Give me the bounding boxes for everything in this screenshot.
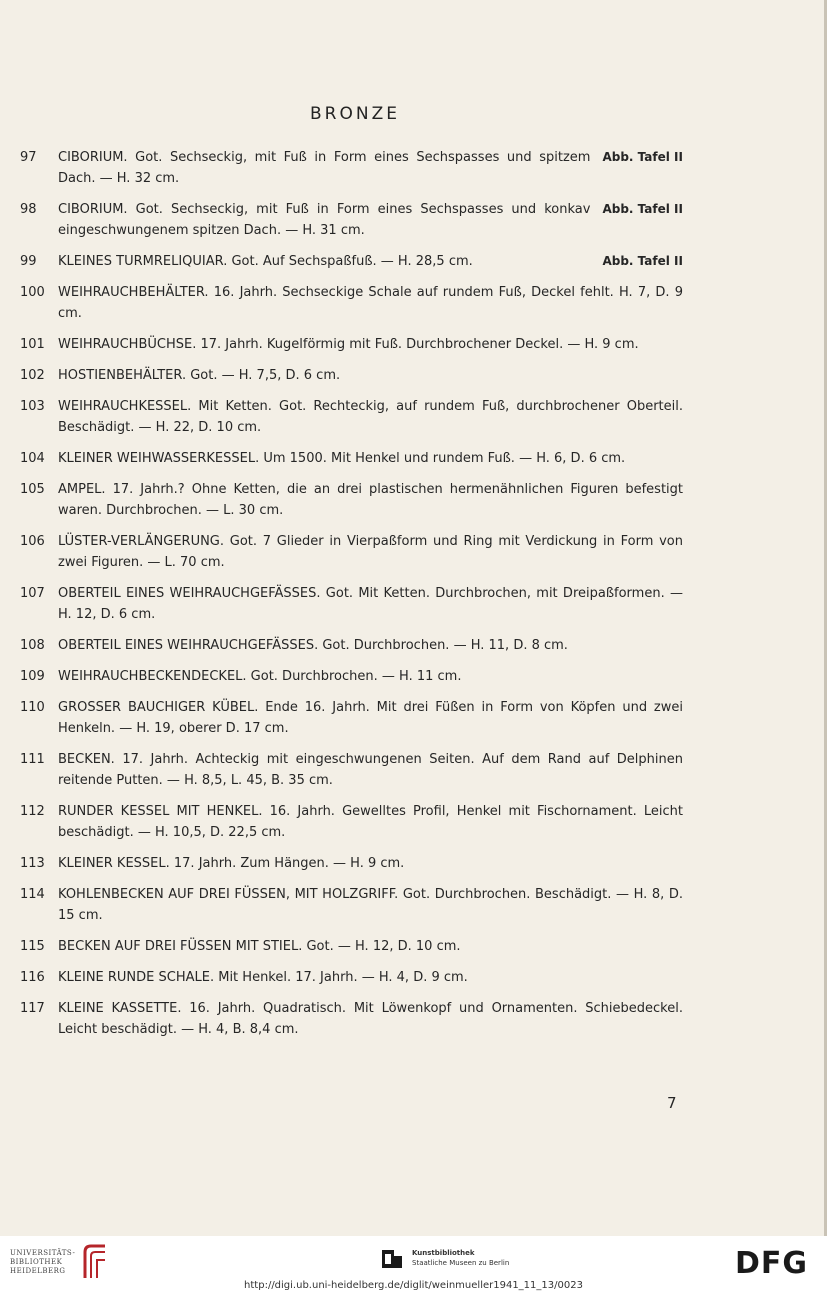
catalogue-entry (20, 448, 683, 469)
catalogue-entry (20, 251, 683, 272)
section-heading: BRONZE (310, 104, 400, 124)
entry-text: GROSSER BAUCHIGER KÜBEL. Ende 16. Jahrh. Mit drei Füßen in Form von Köpfen und zwei Henkeln. — H. 19, oberer D. 17 cm. (58, 700, 683, 736)
entry-number: 117 (20, 1001, 45, 1016)
entry-number: 115 (20, 939, 45, 954)
plate-reference: Abb. Tafel II (602, 254, 683, 268)
catalogue-entry (20, 853, 683, 874)
catalogue-entry (20, 998, 683, 1040)
source-url[interactable]: http://digi.ub.uni-heidelberg.de/diglit/weinmueller1941_11_13/0023 (244, 1280, 583, 1291)
entry-text: WEIHRAUCHKESSEL. Mit Ketten. Got. Rechteckig, auf rundem Fuß, durchbrochener Oberteil. Beschädigt. — H. 22, D. 10 cm. (58, 399, 683, 435)
kunstbibliothek-icon (380, 1246, 404, 1270)
entry-text: KLEINER WEIHWASSERKESSEL. Um 1500. Mit Henkel und rundem Fuß. — H. 6, D. 6 cm. (58, 451, 626, 466)
entry-text-wrap (58, 147, 683, 189)
ub-line: BIBLIOTHEK (10, 1257, 63, 1266)
entry-text: WEIHRAUCHBEHÄLTER. 16. Jahrh. Sechseckige Schale auf rundem Fuß, Deckel fehlt. H. 7, D. 9 cm. (58, 285, 683, 321)
entry-number: 105 (20, 482, 45, 497)
entry-text: KLEINE KASSETTE. 16. Jahrh. Quadratisch. Mit Löwenkopf und Ornamenten. Schiebedeckel. Leicht beschädigt. — H. 4, B. 8,4 cm. (58, 1001, 683, 1037)
catalogue-entry (20, 635, 683, 656)
entry-text: CIBORIUM. Got. Sechseckig, mit Fuß in Form eines Sechspasses und spitzem Dach. — H. 32 cm. (58, 150, 591, 186)
entry-number: 110 (20, 700, 45, 715)
entry-text: WEIHRAUCHBECKENDECKEL. Got. Durchbrochen. — H. 11 cm. (58, 669, 462, 684)
entry-number: 104 (20, 451, 45, 466)
catalogue-entry (20, 365, 683, 386)
catalogue-entry (20, 884, 683, 926)
catalogue-entry (20, 749, 683, 791)
entry-number: 116 (20, 970, 45, 985)
kunstbibliothek-logo[interactable] (380, 1246, 509, 1270)
entry-text: HOSTIENBEHÄLTER. Got. — H. 7,5, D. 6 cm. (58, 368, 341, 383)
entry-text: KOHLENBECKEN AUF DREI FÜSSEN, MIT HOLZGRIFF. Got. Durchbrochen. Beschädigt. — H. 8, D. 15 cm. (58, 887, 683, 923)
catalogue-entry (20, 282, 683, 324)
entry-number: 103 (20, 399, 45, 414)
catalogue-entry (20, 697, 683, 739)
catalogue-entry (20, 199, 683, 241)
ub-line: UNIVERSITÄTS- (10, 1248, 76, 1257)
entry-number: 114 (20, 887, 45, 902)
catalogue-entry (20, 479, 683, 521)
entry-text: LÜSTER-VERLÄNGERUNG. Got. 7 Glieder in Vierpaßform und Ring mit Verdickung in Form von zwei Figuren. — L. 70 cm. (58, 534, 683, 570)
entry-text: WEIHRAUCHBÜCHSE. 17. Jahrh. Kugelförmig mit Fuß. Durchbrochener Deckel. — H. 9 cm. (58, 337, 639, 352)
entry-number: 97 (20, 150, 37, 165)
entry-number: 108 (20, 638, 45, 653)
ub-line: HEIDELBERG (10, 1266, 66, 1275)
page-number: 7 (667, 1094, 677, 1112)
catalogue-entry (20, 334, 683, 355)
entry-number: 113 (20, 856, 45, 871)
catalogue-entry (20, 396, 683, 438)
entry-text: BECKEN. 17. Jahrh. Achteckig mit eingeschwungenen Seiten. Auf dem Rand auf Delphinen reitende Putten. — H. 8,5, L. 45, B. 35 cm. (58, 752, 683, 788)
entry-text: AMPEL. 17. Jahrh.? Ohne Ketten, die an drei plastischen hermenähnlichen Figuren befestigt waren. Durchbrochen. — L. 30 cm. (58, 482, 683, 518)
entry-text: KLEINE RUNDE SCHALE. Mit Henkel. 17. Jahrh. — H. 4, D. 9 cm. (58, 970, 468, 985)
entry-text: OBERTEIL EINES WEIHRAUCHGEFÄSSES. Got. Mit Ketten. Durchbrochen, mit Dreipaßformen. — H. 12, D. 6 cm. (58, 586, 683, 622)
kb-title: Kunstbibliothek (412, 1249, 475, 1257)
entry-number: 107 (20, 586, 45, 601)
ub-emblem-icon (81, 1244, 109, 1280)
entry-number: 106 (20, 534, 45, 549)
plate-reference: Abb. Tafel II (602, 202, 683, 216)
entry-text: KLEINES TURMRELIQUIAR. Got. Auf Sechspaßfuß. — H. 28,5 cm. (58, 254, 473, 269)
entry-text-wrap (58, 251, 683, 272)
kunstbibliothek-text (412, 1248, 509, 1268)
entry-number: 109 (20, 669, 45, 684)
entry-number: 100 (20, 285, 45, 300)
ub-logo-text (10, 1249, 75, 1276)
entry-text: KLEINER KESSEL. 17. Jahrh. Zum Hängen. — H. 9 cm. (58, 856, 405, 871)
catalogue-entry (20, 147, 683, 189)
kb-subtitle: Staatliche Museen zu Berlin (412, 1259, 510, 1267)
entry-number: 99 (20, 254, 37, 269)
viewer-footer (0, 1236, 827, 1294)
dfg-logo[interactable]: DFG (735, 1246, 809, 1281)
catalogue-entry (20, 583, 683, 625)
entry-text: CIBORIUM. Got. Sechseckig, mit Fuß in Form eines Sechspasses und konkav eingeschwungenem spitzen Dach. — H. 31 cm. (58, 202, 591, 238)
entry-text: RUNDER KESSEL MIT HENKEL. 16. Jahrh. Gewelltes Profil, Henkel mit Fischornament. Leicht beschädigt. — H. 10,5, D. 22,5 cm. (58, 804, 683, 840)
entry-text: OBERTEIL EINES WEIHRAUCHGEFÄSSES. Got. Durchbrochen. — H. 11, D. 8 cm. (58, 638, 568, 653)
catalogue-entry (20, 801, 683, 843)
catalogue-entry (20, 936, 683, 957)
entry-text: BECKEN AUF DREI FÜSSEN MIT STIEL. Got. — H. 12, D. 10 cm. (58, 939, 461, 954)
ub-heidelberg-logo[interactable] (10, 1244, 109, 1280)
catalogue-entry (20, 967, 683, 988)
entry-number: 112 (20, 804, 45, 819)
plate-reference: Abb. Tafel II (602, 150, 683, 164)
entry-number: 101 (20, 337, 45, 352)
entry-text-wrap (58, 199, 683, 241)
entry-number: 111 (20, 752, 45, 767)
catalogue-entry (20, 666, 683, 687)
entry-number: 98 (20, 202, 37, 217)
catalogue-entry (20, 531, 683, 573)
catalogue-list (20, 147, 683, 1050)
entry-number: 102 (20, 368, 45, 383)
